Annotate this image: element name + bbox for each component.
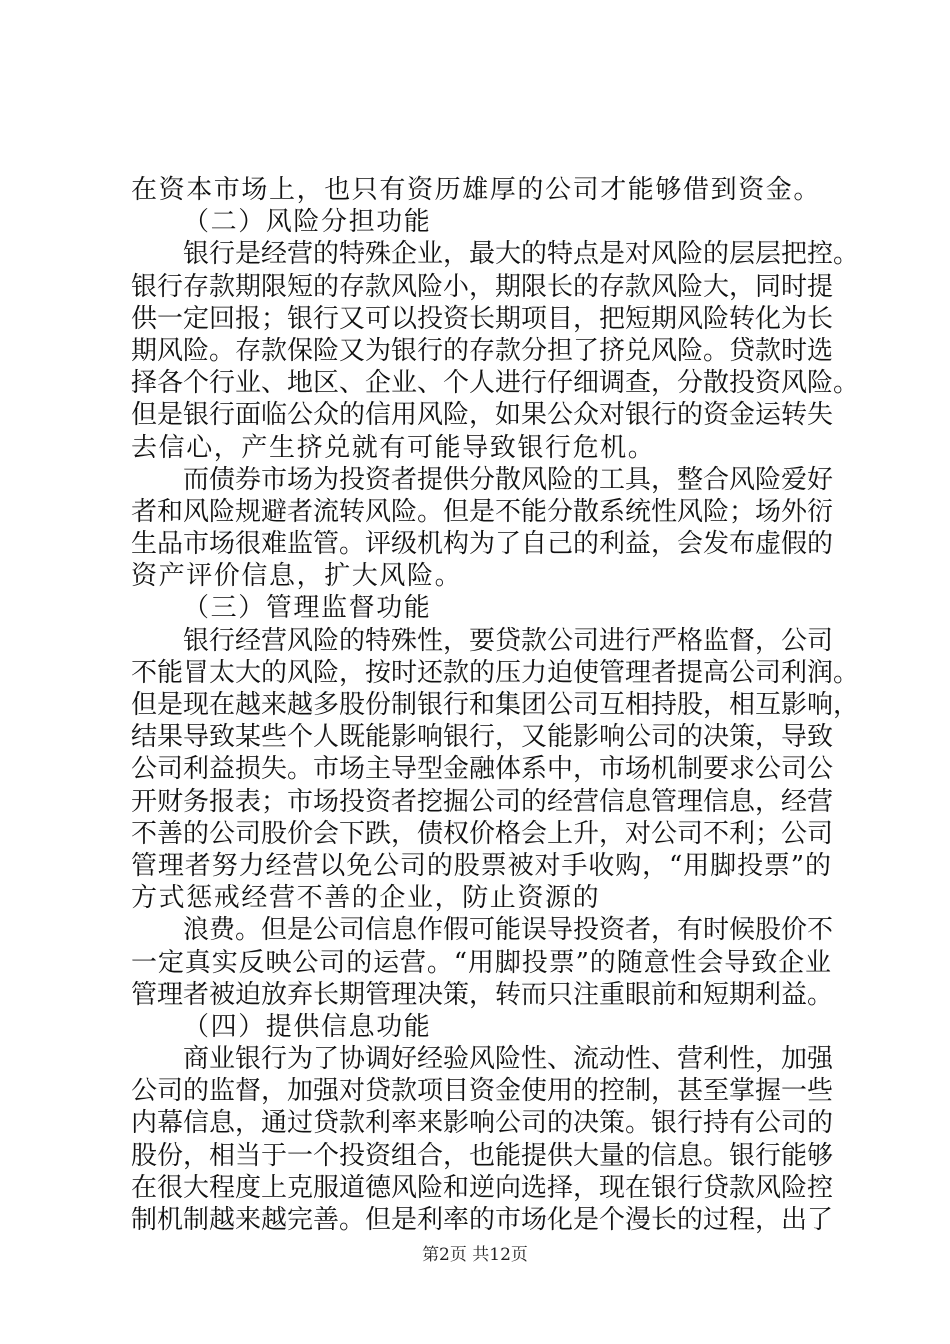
section-heading: （四）提供信息功能	[183, 1011, 432, 1042]
text-line: 银行经营风险的特殊性，要贷款公司进行严格监督，公司	[183, 625, 834, 656]
text-line: 生品市场很难监管。评级机构为了自己的利益，会发布虚假的	[131, 529, 834, 560]
text-line: 在资本市场上，也只有资历雄厚的公司才能够借到资金。	[131, 175, 822, 205]
text-line: 结果导致某些个人既能影响银行，又能影响公司的决策，导致	[131, 722, 834, 753]
text-line: 浪费。但是公司信息作假可能误导投资者，有时候股价不	[183, 915, 834, 946]
text-line: 期风险。存款保险又为银行的存款分担了挤兑风险。贷款时选	[131, 335, 834, 366]
text-line: 资产评价信息，扩大风险。	[131, 561, 463, 592]
text-line: 在很大程度上克服道德风险和逆向选择，现在银行贷款风险控	[131, 1172, 834, 1203]
text-line: 不能冒太大的风险，按时还款的压力迫使管理者提高公司利润。	[131, 657, 860, 688]
text-line: 去信心，产生挤兑就有可能导致银行危机。	[131, 432, 656, 463]
section-heading: （二）风险分担功能	[183, 207, 432, 238]
text-line: 开财务报表；市场投资者挖掘公司的经营信息管理信息，经营	[131, 786, 834, 817]
section-heading: （三）管理监督功能	[183, 593, 432, 624]
text-line: 银行是经营的特殊企业，最大的特点是对风险的层层把控。	[183, 239, 860, 270]
text-line: 择各个行业、地区、企业、个人进行仔细调查，分散投资风险。	[131, 368, 860, 399]
text-line: 管理者努力经营以免公司的股票被对手收购，“用脚投票”的	[131, 850, 831, 881]
text-line: 制机制越来越完善。但是利率的市场化是个漫长的过程，出了	[131, 1205, 834, 1235]
text-line: 不善的公司股价会下跌，债权价格会上升，对公司不利；公司	[131, 818, 834, 849]
text-line: 公司利益损失。市场主导型金融体系中，市场机制要求公司公	[131, 754, 834, 785]
text-line: 者和风险规避者流转风险。但是不能分散系统性风险；场外衍	[131, 496, 834, 527]
text-line: 内幕信息，通过贷款利率来影响公司的决策。银行持有公司的	[131, 1108, 834, 1139]
text-line: 银行存款期限短的存款风险小，期限长的存款风险大，同时提	[131, 271, 834, 302]
text-line: 管理者被迫放弃长期管理决策，转而只注重眼前和短期利益。	[131, 979, 834, 1010]
document-body	[131, 174, 860, 1236]
text-line: 股份，相当于一个投资组合，也能提供大量的信息。银行能够	[131, 1140, 834, 1171]
text-line: 但是银行面临公众的信用风险，如果公众对银行的资金运转失	[131, 400, 834, 431]
text-line: 公司的监督，加强对贷款项目资金使用的控制，甚至掌握一些	[131, 1076, 834, 1107]
text-line: 一定真实反映公司的运营。“用脚投票”的随意性会导致企业	[131, 947, 831, 978]
text-line: 但是现在越来越多股份制银行和集团公司互相持股，相互影响，	[131, 690, 860, 720]
text-line: 而债券市场为投资者提供分散风险的工具，整合风险爱好	[183, 464, 834, 495]
text-line: 方式惩戒经营不善的企业，防止资源的	[131, 883, 601, 914]
page-number: 第2页 共12页	[422, 1245, 528, 1265]
text-line: 商业银行为了协调好经验风险性、流动性、营利性，加强	[183, 1044, 834, 1075]
text-line: 供一定回报；银行又可以投资长期项目，把短期风险转化为长	[131, 303, 834, 334]
